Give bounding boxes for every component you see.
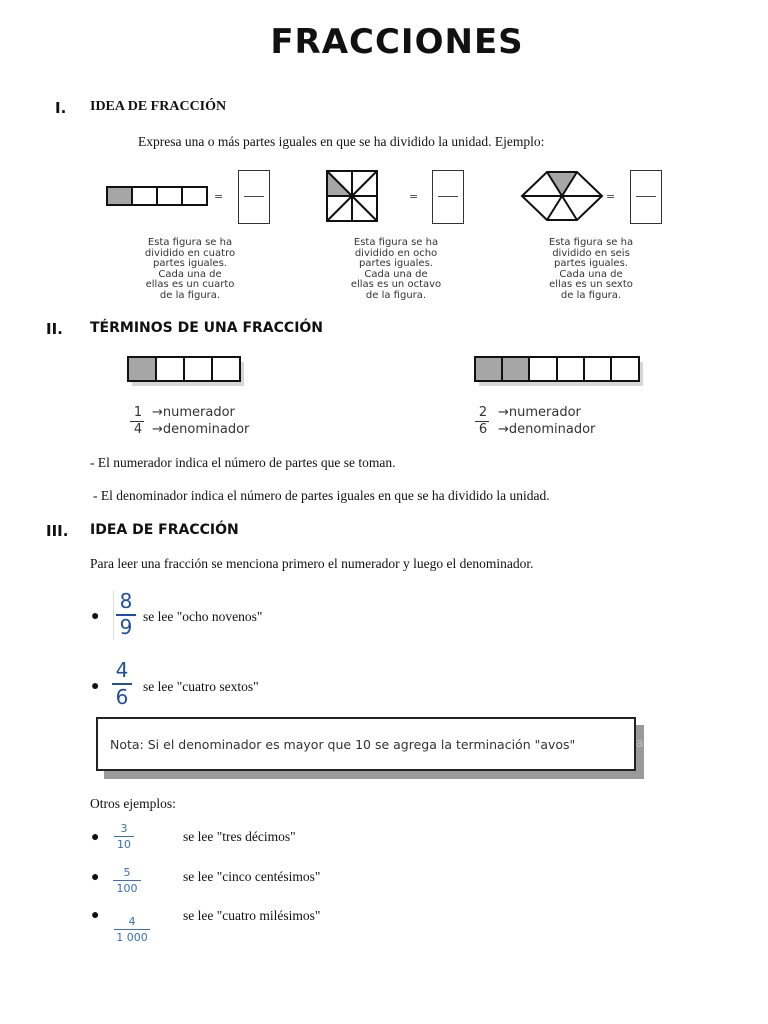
fraction-bar [114,836,134,837]
equals-sign: = [214,190,224,203]
divider [113,590,114,640]
fraction-reading: se lee "cinco centésimos" [183,869,321,884]
note-text: Nota: Si el denominador es mayor que 10 se agrega la terminación "avos" [110,737,576,752]
bar-two-sixths-figure [473,354,649,390]
section-2-number: II. [46,320,63,338]
section-1-intro: Expresa una o más partes iguales en que se ha dividido la unidad. Ejemplo: [138,134,545,149]
blank-fraction-box [630,170,662,224]
caption-line: Esta figura se ha [147,237,233,248]
fraction-numerator: 1 [133,405,143,420]
section-1-title: IDEA DE FRACCIÓN [90,99,227,114]
fraction-reading: se lee "cuatro milésimos" [183,908,321,923]
bullet: ● [91,908,100,923]
bullet: ● [91,609,100,624]
fraction-denominator: 4 [133,422,143,437]
caption-line: de la figura. [365,289,427,301]
shaded-part [107,187,132,205]
equals-sign: = [606,190,616,203]
caption-line: partes iguales. [153,258,227,270]
fraction-denominator: 10 [117,838,131,851]
denominator-label: →denominador [498,422,596,437]
caption-line: ellas es un octavo [350,279,442,291]
numerator-label: →numerador [498,405,581,420]
caption-line: de la figura. [560,289,622,301]
caption-line: Esta figura se ha [548,237,634,248]
denominator-label: →denominador [152,422,250,437]
fraction-reading: se lee "tres décimos" [183,829,296,844]
bullet: ● [91,679,100,694]
page-title: FRACCIONES [270,22,524,62]
caption-line: Cada una de [158,268,222,280]
caption-figure-3 [521,238,661,302]
caption-line: partes iguales. [554,258,628,270]
caption-figure-1 [120,238,260,302]
numerator-label: →numerador [152,405,235,420]
bar-four-parts-figure [104,184,210,208]
equals-sign: = [409,190,419,203]
caption-figure-2 [326,238,466,302]
fraction-denominator: 6 [115,685,129,709]
bar-one-quarter-figure [126,354,250,390]
caption-line: dividido en seis [552,247,630,259]
section-3-intro: Para leer una fracción se menciona primero el numerador y luego el denominador. [90,556,534,571]
blank-fraction-box [238,170,270,224]
fraction-numerator: 3 [120,822,128,835]
caption-line: de la figura. [159,289,221,301]
fraction-numerator: 8 [119,589,133,613]
square-eight-parts-figure [324,168,380,224]
fraction-denominator: 9 [119,615,133,639]
section-3-number: III. [46,522,69,540]
fraction-numerator: 4 [128,915,136,928]
fraction-reading: se lee "cuatro sextos" [143,679,259,694]
section-1-number: I. [55,99,67,117]
fraction-denominator: 1 000 [116,931,148,944]
caption-line: dividido en cuatro [144,247,236,259]
section-2-title: TÉRMINOS DE UNA FRACCIÓN [90,320,324,336]
caption-line: Cada una de [364,268,428,280]
other-examples-label: Otros ejemplos: [90,796,176,811]
fraction-bar [114,929,150,930]
bullet: ● [91,830,100,845]
shaded-part [547,172,577,196]
caption-line: Esta figura se ha [353,237,439,248]
fraction-numerator: 5 [123,866,131,879]
section-3-title: IDEA DE FRACCIÓN [90,522,239,538]
shaded-part [128,357,156,381]
fraction-numerator: 2 [478,405,488,420]
caption-line: ellas es un cuarto [145,279,235,291]
caption-line: ellas es un sexto [549,279,633,291]
fraction-denominator: 100 [116,882,138,895]
fraction-reading: se lee "ocho novenos" [143,609,263,624]
numerator-definition: - El numerador indica el número de partes que se toman. [90,455,396,470]
note-box [96,717,636,771]
denominator-definition: - El denominador indica el número de partes iguales en que se ha dividido la unidad. [93,488,550,503]
note-overflow-glyph: a [636,735,644,750]
fraction-denominator: 6 [478,422,488,437]
bullet: ● [91,870,100,885]
caption-line: partes iguales. [359,258,433,270]
fraction-bar [113,880,141,881]
blank-fraction-box [432,170,464,224]
fraction-numerator: 4 [115,658,129,682]
caption-line: dividido en ocho [354,247,438,259]
caption-line: Cada una de [559,268,623,280]
hexagon-six-parts-figure [519,168,605,224]
